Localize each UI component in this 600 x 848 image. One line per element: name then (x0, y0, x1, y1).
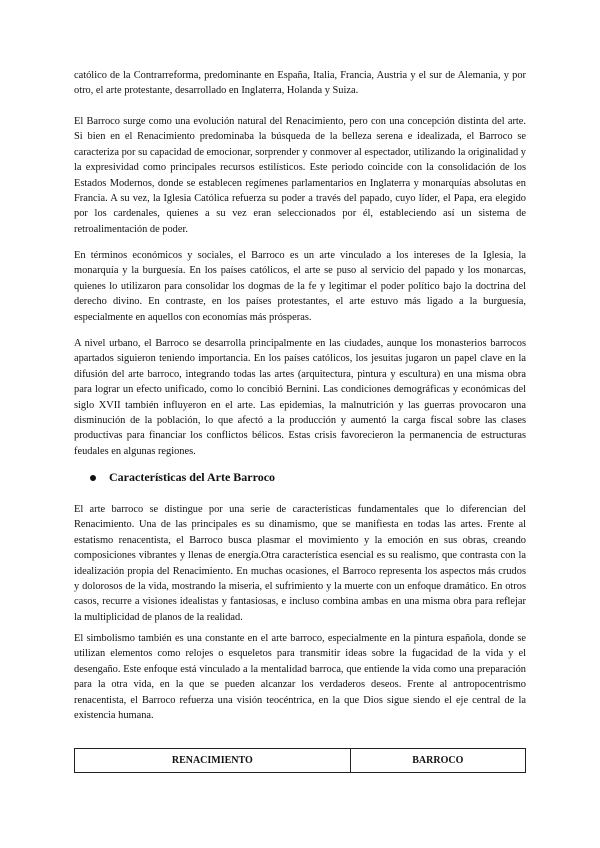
paragraph-urban (74, 336, 526, 459)
paragraph-intro-continuation (74, 68, 526, 99)
paragraph-text: En términos económicos y sociales, el Barroco es un arte vinculado a los intereses de la Iglesia, la monarquía y la burguesía. En los países católicos, el arte se puso al servicio del papado y los monarcas, quienes lo utilizaron para consolidar los dogmas de la fe y legitimar el poder político bajo la doctrina del derecho divino. En contraste, en los países protestantes, el arte estuvo más ligado a la burguesía, especialmente en aquellos con economías más prósperas. (74, 250, 526, 323)
paragraph-text: El Barroco surge como una evolución natural del Renacimiento, pero con una concepción distinta del arte. Si bien en el Renacimiento predominaba la búsqueda de la belleza serena e idealizada, el Barroco se caracteriza por su capacidad de emocionar, sorprender y conmover al espectador, utilizando la originalidad y la expresividad como principales recursos estilísticos. Este periodo coincide con la consolidación de los Estados Modernos, donde se establecen regímenes parlamentarios en Inglaterra y monarquías absolutas en Francia. A su vez, la Iglesia Católica refuerza su poder a través del papado, cuyo líder, el Papa, era elegido por los cardenales, quienes a su vez eran seleccionados por él, estableciendo así un sistema de retroalimentación de poder. (74, 116, 526, 235)
paragraph-text: El simbolismo también es una constante en el arte barroco, especialmente en la pintura española, donde se utilizan elementos como relojes o esqueletos para transmitir ideas sobre la fugacidad de la vida y el desengaño. Este enfoque está vinculado a la mentalidad barroca, que entiende la vida como una preparación para la otra vida, en la que se pueden alcanzar los verdaderos deseos. Frente al antropocentrismo renacentista, el Barroco refuerza una visión teocéntrica, en la que Dios sigue siendo el eje central de la existencia humana. (74, 633, 526, 722)
paragraph-characteristics (74, 502, 526, 625)
paragraph-symbolism (74, 631, 526, 723)
bullet-icon (90, 475, 96, 481)
paragraph-barroco-origin (74, 114, 526, 237)
table-header-barroco: BARROCO (350, 749, 525, 773)
comparison-table (74, 748, 526, 773)
section-heading (90, 470, 275, 485)
table-header-renacimiento: RENACIMIENTO (75, 749, 351, 773)
table-header-row (75, 749, 526, 773)
paragraph-text: A nivel urbano, el Barroco se desarrolla principalmente en las ciudades, aunque los monasterios barrocos apartados siguieron teniendo importancia. En los países católicos, los jesuitas jugaron un papel clave en la difusión del arte barroco, integrando todas las artes (arquitectura, pintura y escultura) en una misma obra para lograr un efecto unificado, como lo concibió Bernini. Las condiciones demográficas y económicas del siglo XVII también influyeron en el arte. Las epidemias, la malnutrición y las guerras provocaron una disminución de la población, lo que afectó a la producción y aumentó la carga fiscal sobre las clases productivas para financiar los conflictos bélicos. Estas crisis favorecieron la permanencia de estructuras feudales en algunas regiones. (74, 338, 526, 457)
paragraph-text: católico de la Contrarreforma, predominante en España, Italia, Francia, Austria y el sur de Alemania, y por otro, el arte protestante, desarrollado en Inglaterra, Holanda y Suiza. (74, 70, 526, 97)
paragraph-text: El arte barroco se distingue por una serie de características fundamentales que lo diferencian del Renacimiento. Una de las principales es su dinamismo, que se manifiesta en todas las artes. Frente al estatismo renacentista, el Barroco busca plasmar el movimiento y la emoción en sus obras, creando composiciones vibrantes y llenas de energía.Otra característica esencial es su realismo, que contrasta con la idealización propia del Renacimiento. En muchas ocasiones, el Barroco representa los aspectos más crudos y dolorosos de la vida, mostrando la miseria, el sufrimiento y la muerte con un enfoque dramático. En otros casos, recurre a visiones idealistas y fantasiosas, e incluso combina ambas en una misma obra para reflejar la multiplicidad de planos de la realidad. (74, 504, 526, 623)
section-heading-text: Características del Arte Barroco (109, 470, 276, 484)
paragraph-economic-social (74, 248, 526, 325)
